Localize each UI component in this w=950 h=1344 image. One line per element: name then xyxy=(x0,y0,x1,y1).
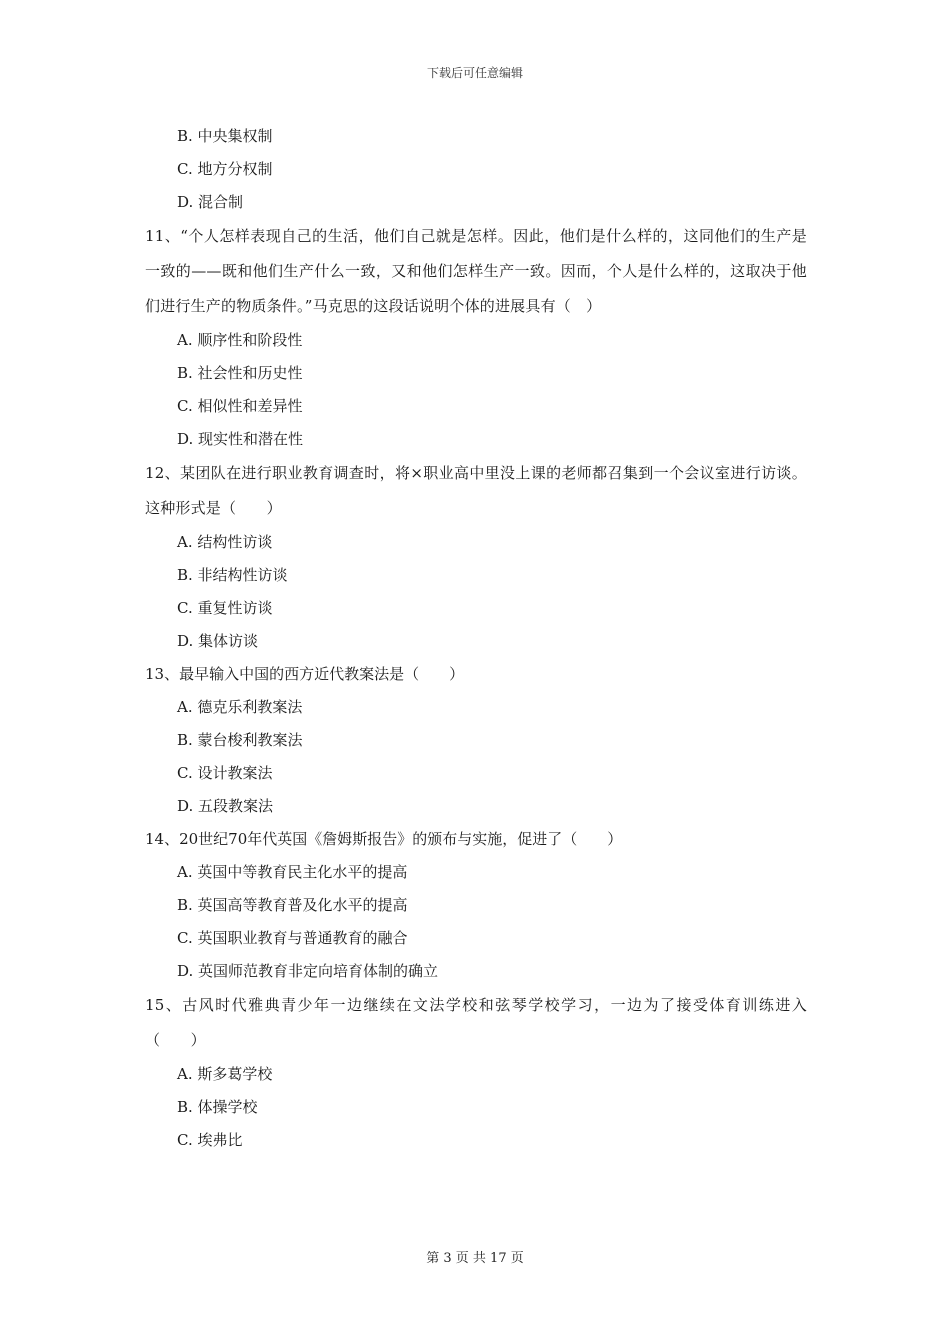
option: A. 英国中等教育民主化水平的提高 xyxy=(177,863,408,881)
option: B. 英国高等教育普及化水平的提高 xyxy=(177,896,408,914)
option: C. 设计教案法 xyxy=(177,764,273,782)
option: C. 相似性和差异性 xyxy=(177,397,303,415)
question-15: 15、古风时代雅典青少年一边继续在文法学校和弦琴学校学习，一边为了接受体育训练进入（ ） xyxy=(145,996,807,1049)
page-footer: 第 3 页 共 17 页 xyxy=(426,1251,524,1266)
option: A. 德克乐利教案法 xyxy=(177,698,303,716)
option: B. 体操学校 xyxy=(177,1098,258,1116)
option: D. 集体访谈 xyxy=(177,632,259,650)
question-13: 13、最早输入中国的西方近代教案法是（ ） xyxy=(145,665,465,683)
question-11: 11、“个人怎样表现自己的生活，他们自己就是怎样。因此，他们是什么样的，这同他们的生产是一致的——既和他们生产什么一致，又和他们怎样生产一致。因而，个人是什么样的，这取决于他们进行生产的物质条件。”马克思的这段话说明个体的进展具有（ ） xyxy=(145,227,807,315)
option: C. 英国职业教育与普通教育的融合 xyxy=(177,929,408,947)
option: D. 混合制 xyxy=(177,193,244,211)
option: A. 斯多葛学校 xyxy=(177,1065,273,1083)
question-14: 14、20世纪70年代英国《詹姆斯报告》的颁布与实施，促进了（ ） xyxy=(145,830,623,848)
page-header: 下载后可任意编辑 xyxy=(426,66,523,80)
option: A. 结构性访谈 xyxy=(177,533,273,551)
page-content xyxy=(145,120,807,1157)
option: B. 中央集权制 xyxy=(177,127,273,145)
option: C. 地方分权制 xyxy=(177,160,273,178)
option: D. 现实性和潜在性 xyxy=(177,430,304,448)
option: D. 英国师范教育非定向培育体制的确立 xyxy=(177,962,439,980)
option: D. 五段教案法 xyxy=(177,797,274,815)
option: C. 重复性访谈 xyxy=(177,599,273,617)
option: B. 非结构性访谈 xyxy=(177,566,288,584)
option: A. 顺序性和阶段性 xyxy=(177,331,303,349)
option: B. 蒙台梭利教案法 xyxy=(177,731,303,749)
question-12: 12、某团队在进行职业教育调查时，将×职业高中里没上课的老师都召集到一个会议室进行访谈。这种形式是（ ） xyxy=(145,464,807,517)
option: C. 埃弗比 xyxy=(177,1131,243,1149)
option: B. 社会性和历史性 xyxy=(177,364,303,382)
